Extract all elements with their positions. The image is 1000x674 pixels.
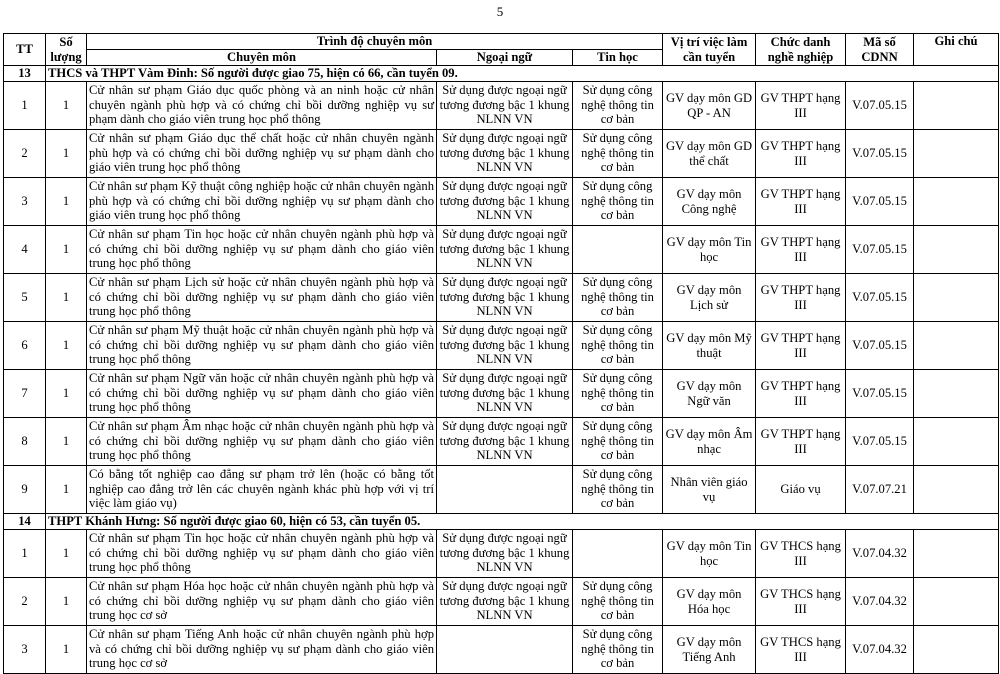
row-chuc-danh: GV THPT hạng III: [756, 130, 846, 178]
row-tin-hoc: Sử dụng công nghệ thông tin cơ bản: [573, 130, 663, 178]
row-tin-hoc: Sử dụng công nghệ thông tin cơ bản: [573, 178, 663, 226]
row-ngoai-ngu: Sử dụng được ngoại ngữ tương đương bậc 1 khung NLNN VN: [437, 322, 573, 370]
group-row: [4, 66, 999, 82]
row-chuc-danh: GV THPT hạng III: [756, 322, 846, 370]
row-ghi-chu: [914, 130, 999, 178]
row-chuc-danh: GV THPT hạng III: [756, 370, 846, 418]
row-chuyen-mon: Cử nhân sư phạm Ngữ văn hoặc cử nhân chuyên ngành phù hợp và có chứng chỉ bồi dưỡng nghiệp vụ sư phạm dành cho giáo viên trung học phổ thông: [87, 370, 437, 418]
row-chuc-danh: GV THCS hạng III: [756, 626, 846, 674]
row-number: 2: [4, 130, 46, 178]
row-tin-hoc: Sử dụng công nghệ thông tin cơ bản: [573, 466, 663, 514]
row-vi-tri: GV dạy môn Tiếng Anh: [663, 626, 756, 674]
row-ghi-chu: [914, 626, 999, 674]
row-chuyen-mon: Cử nhân sư phạm Tin học hoặc cử nhân chuyên ngành phù hợp và có chứng chỉ bồi dưỡng nghiệp vụ sư phạm dành cho giáo viên trung học phổ thông: [87, 530, 437, 578]
header-vi-tri: Vị trí việc làm cần tuyển: [663, 34, 756, 66]
row-tin-hoc: Sử dụng công nghệ thông tin cơ bản: [573, 418, 663, 466]
row-tin-hoc: Sử dụng công nghệ thông tin cơ bản: [573, 322, 663, 370]
row-chuyen-mon: Cử nhân sư phạm Mỹ thuật hoặc cử nhân chuyên ngành phù hợp và có chứng chỉ bồi dưỡng nghiệp vụ sư phạm dành cho giáo viên trung học phổ thông: [87, 322, 437, 370]
header-chuyen-mon: Chuyên môn: [87, 50, 437, 66]
header-ngoai-ngu: Ngoại ngữ: [437, 50, 573, 66]
row-chuyen-mon: Cử nhân sư phạm Giáo dục quốc phòng và an ninh hoặc cử nhân chuyên ngành phù hợp và có chứng chỉ bồi dưỡng nghiệp vụ sư phạm dành cho giáo viên trung học phổ thông: [87, 82, 437, 130]
row-number: 2: [4, 578, 46, 626]
row-quantity: 1: [46, 626, 87, 674]
row-ma-so: V.07.05.15: [846, 226, 914, 274]
row-chuc-danh: GV THCS hạng III: [756, 530, 846, 578]
row-quantity: 1: [46, 418, 87, 466]
row-vi-tri: GV dạy môn GD QP - AN: [663, 82, 756, 130]
row-quantity: 1: [46, 82, 87, 130]
group-number: 13: [4, 66, 46, 82]
row-chuc-danh: GV THPT hạng III: [756, 178, 846, 226]
row-tin-hoc: Sử dụng công nghệ thông tin cơ bản: [573, 82, 663, 130]
row-chuc-danh: GV THPT hạng III: [756, 226, 846, 274]
row-ma-so: V.07.05.15: [846, 178, 914, 226]
header-ma-so: Mã số CDNN: [846, 34, 914, 66]
row-ma-so: V.07.05.15: [846, 370, 914, 418]
row-ngoai-ngu: Sử dụng được ngoại ngữ tương đương bậc 1 khung NLNN VN: [437, 370, 573, 418]
row-number: 3: [4, 626, 46, 674]
row-vi-tri: GV dạy môn GD thể chất: [663, 130, 756, 178]
row-number: 5: [4, 274, 46, 322]
row-vi-tri: GV dạy môn Mỹ thuật: [663, 322, 756, 370]
row-chuyen-mon: Cử nhân sư phạm Giáo dục thể chất hoặc cử nhân chuyên ngành phù hợp và có chứng chỉ bồi dưỡng nghiệp vụ sư phạm dành cho giáo viên trung học phổ thông: [87, 130, 437, 178]
table-row: [4, 466, 999, 514]
row-ma-so: V.07.07.21: [846, 466, 914, 514]
row-ngoai-ngu: Sử dụng được ngoại ngữ tương đương bậc 1 khung NLNN VN: [437, 226, 573, 274]
row-ngoai-ngu: Sử dụng được ngoại ngữ tương đương bậc 1 khung NLNN VN: [437, 418, 573, 466]
row-ngoai-ngu: Sử dụng được ngoại ngữ tương đương bậc 1 khung NLNN VN: [437, 578, 573, 626]
row-ghi-chu: [914, 274, 999, 322]
row-number: 1: [4, 530, 46, 578]
row-ma-so: V.07.05.15: [846, 322, 914, 370]
row-ghi-chu: [914, 370, 999, 418]
row-vi-tri: GV dạy môn Công nghệ: [663, 178, 756, 226]
row-number: 7: [4, 370, 46, 418]
row-quantity: 1: [46, 322, 87, 370]
row-vi-tri: Nhân viên giáo vụ: [663, 466, 756, 514]
header-ghi-chu: Ghi chú: [914, 34, 999, 66]
row-tin-hoc: Sử dụng công nghệ thông tin cơ bản: [573, 578, 663, 626]
table-row: [4, 274, 999, 322]
group-row: [4, 514, 999, 530]
row-ghi-chu: [914, 226, 999, 274]
row-tin-hoc: [573, 530, 663, 578]
row-number: 6: [4, 322, 46, 370]
row-ngoai-ngu: Sử dụng được ngoại ngữ tương đương bậc 1 khung NLNN VN: [437, 82, 573, 130]
row-vi-tri: GV dạy môn Âm nhạc: [663, 418, 756, 466]
table-row: [4, 418, 999, 466]
row-number: 1: [4, 82, 46, 130]
row-ngoai-ngu: [437, 626, 573, 674]
row-ghi-chu: [914, 578, 999, 626]
header-tt: TT: [4, 34, 46, 66]
row-ghi-chu: [914, 418, 999, 466]
row-vi-tri: GV dạy môn Tin học: [663, 530, 756, 578]
row-chuc-danh: GV THPT hạng III: [756, 418, 846, 466]
row-chuyen-mon: Cử nhân sư phạm Âm nhạc hoặc cử nhân chuyên ngành phù hợp và có chứng chỉ bồi dưỡng nghiệp vụ sư phạm dành cho giáo viên trung học phổ thông: [87, 418, 437, 466]
row-ma-so: V.07.05.15: [846, 82, 914, 130]
row-ghi-chu: [914, 322, 999, 370]
row-tin-hoc: Sử dụng công nghệ thông tin cơ bản: [573, 626, 663, 674]
row-ghi-chu: [914, 530, 999, 578]
row-ma-so: V.07.04.32: [846, 626, 914, 674]
row-ngoai-ngu: Sử dụng được ngoại ngữ tương đương bậc 1 khung NLNN VN: [437, 530, 573, 578]
row-vi-tri: GV dạy môn Hóa học: [663, 578, 756, 626]
row-quantity: 1: [46, 178, 87, 226]
row-chuyen-mon: Cử nhân sư phạm Kỹ thuật công nghiệp hoặc cử nhân chuyên ngành phù hợp và có chứng chỉ bồi dưỡng nghiệp vụ sư phạm dành cho giáo viên trung học phổ thông: [87, 178, 437, 226]
row-ma-so: V.07.05.15: [846, 418, 914, 466]
row-ghi-chu: [914, 178, 999, 226]
row-chuyen-mon: Cử nhân sư phạm Tiếng Anh hoặc cử nhân chuyên ngành phù hợp và có chứng chỉ bồi dưỡng nghiệp vụ sư phạm dành cho giáo viên trung học cơ sở: [87, 626, 437, 674]
row-tin-hoc: [573, 226, 663, 274]
row-number: 4: [4, 226, 46, 274]
header-trinh-do: Trình độ chuyên môn: [87, 34, 663, 50]
row-vi-tri: GV dạy môn Tin học: [663, 226, 756, 274]
header-tin-hoc: Tin học: [573, 50, 663, 66]
row-ma-so: V.07.04.32: [846, 578, 914, 626]
table-row: [4, 178, 999, 226]
row-ghi-chu: [914, 466, 999, 514]
row-ngoai-ngu: Sử dụng được ngoại ngữ tương đương bậc 1 khung NLNN VN: [437, 130, 573, 178]
header-so-luong: Số lượng: [46, 34, 87, 66]
row-quantity: 1: [46, 466, 87, 514]
table-row: [4, 578, 999, 626]
row-ghi-chu: [914, 82, 999, 130]
row-ngoai-ngu: Sử dụng được ngoại ngữ tương đương bậc 1 khung NLNN VN: [437, 274, 573, 322]
row-chuyen-mon: Có bằng tốt nghiệp cao đẳng sư phạm trở lên (hoặc có bằng tốt nghiệp cao đẳng trở lên các chuyên ngành khác phù hợp với vị trí việc làm giáo vụ): [87, 466, 437, 514]
table-row: [4, 226, 999, 274]
row-tin-hoc: Sử dụng công nghệ thông tin cơ bản: [573, 370, 663, 418]
row-vi-tri: GV dạy môn Lịch sử: [663, 274, 756, 322]
table-row: [4, 322, 999, 370]
table-row: [4, 130, 999, 178]
row-ngoai-ngu: [437, 466, 573, 514]
table-row: [4, 82, 999, 130]
table-row: [4, 626, 999, 674]
header-chuc-danh: Chức danh nghề nghiệp: [756, 34, 846, 66]
row-tin-hoc: Sử dụng công nghệ thông tin cơ bản: [573, 274, 663, 322]
row-quantity: 1: [46, 226, 87, 274]
row-chuyen-mon: Cử nhân sư phạm Lịch sử hoặc cử nhân chuyên ngành phù hợp và có chứng chỉ bồi dưỡng nghiệp vụ sư phạm dành cho giáo viên trung học phổ thông: [87, 274, 437, 322]
row-ngoai-ngu: Sử dụng được ngoại ngữ tương đương bậc 1 khung NLNN VN: [437, 178, 573, 226]
row-quantity: 1: [46, 370, 87, 418]
row-chuc-danh: GV THPT hạng III: [756, 82, 846, 130]
row-vi-tri: GV dạy môn Ngữ văn: [663, 370, 756, 418]
row-ma-so: V.07.05.15: [846, 274, 914, 322]
row-chuyen-mon: Cử nhân sư phạm Hóa học hoặc cử nhân chuyên ngành phù hợp và có chứng chỉ bồi dưỡng nghiệp vụ sư phạm dành cho giáo viên trung học cơ sở: [87, 578, 437, 626]
recruitment-table: [3, 33, 999, 674]
row-quantity: 1: [46, 530, 87, 578]
group-title: THPT Khánh Hưng: Số người được giao 60, hiện có 53, cần tuyển 05.: [46, 514, 999, 530]
row-chuc-danh: Giáo vụ: [756, 466, 846, 514]
row-number: 9: [4, 466, 46, 514]
row-quantity: 1: [46, 578, 87, 626]
row-ma-so: V.07.04.32: [846, 530, 914, 578]
row-quantity: 1: [46, 274, 87, 322]
row-chuc-danh: GV THCS hạng III: [756, 578, 846, 626]
row-number: 8: [4, 418, 46, 466]
row-number: 3: [4, 178, 46, 226]
group-number: 14: [4, 514, 46, 530]
table-row: [4, 370, 999, 418]
row-chuc-danh: GV THPT hạng III: [756, 274, 846, 322]
row-chuyen-mon: Cử nhân sư phạm Tin học hoặc cử nhân chuyên ngành phù hợp và có chứng chỉ bồi dưỡng nghiệp vụ sư phạm dành cho giáo viên trung học phổ thông: [87, 226, 437, 274]
group-title: THCS và THPT Vàm Đinh: Số người được giao 75, hiện có 66, cần tuyển 09.: [46, 66, 999, 82]
table-row: [4, 530, 999, 578]
row-ma-so: V.07.05.15: [846, 130, 914, 178]
page-number: 5: [496, 4, 504, 19]
row-quantity: 1: [46, 130, 87, 178]
